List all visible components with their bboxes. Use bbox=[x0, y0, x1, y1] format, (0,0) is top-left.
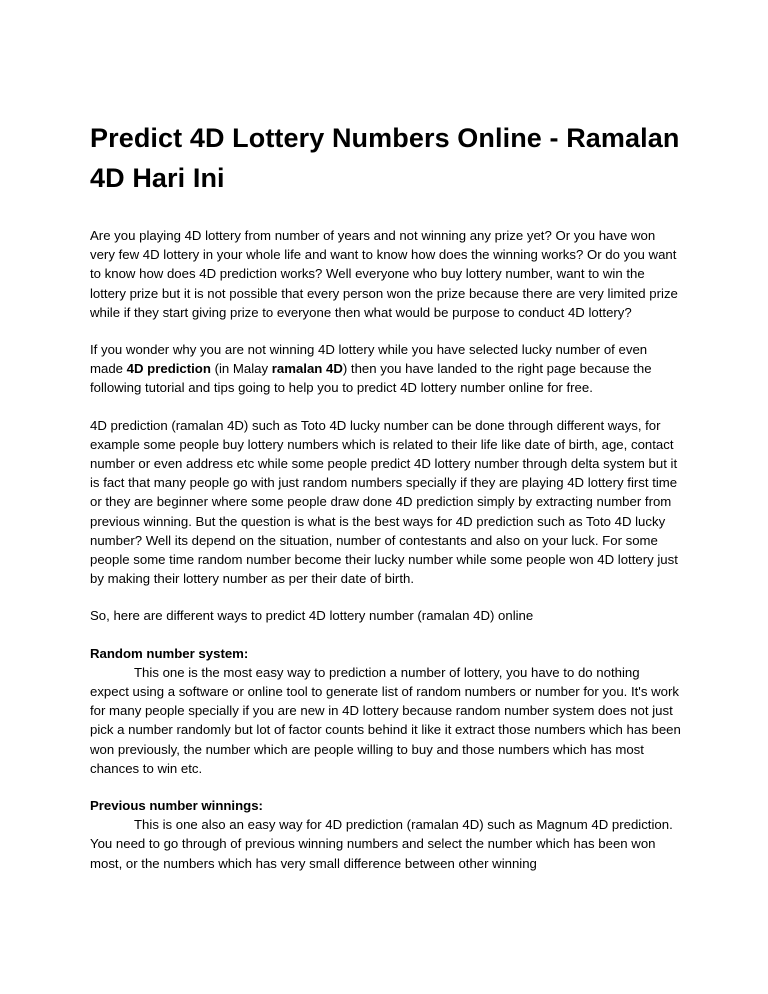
document-body bbox=[90, 118, 682, 891]
section-heading-previous: Previous number winnings: bbox=[90, 798, 263, 814]
paragraph-wonder bbox=[90, 340, 682, 398]
section-heading-random: Random number system: bbox=[90, 645, 249, 661]
paragraph-intro: Are you playing 4D lottery from number of years and not winning any prize yet? Or you have won very few 4D lottery in your whole life and want to know how does the winning works? Or do you want to know how does 4D prediction works? Well everyone who buy lottery number, want to win the lottery prize but it is not possible that every person won the prize because there are very limited prize while if they start giving prize to everyone then what would be purpose to conduct 4D lottery? bbox=[90, 228, 678, 320]
section-body-previous: This is one also an easy way for 4D prediction (ramalan 4D) such as Magnum 4D prediction. You need to go through of previous winning numbers and select the number which has been won most, or the numbers which has very small difference between other winning bbox=[90, 817, 673, 871]
paragraph-text: (in Malay bbox=[210, 361, 272, 377]
bold-term-ramalan-4d: ramalan 4D bbox=[271, 361, 343, 377]
bold-term-4d-prediction: 4D prediction bbox=[126, 361, 211, 377]
section-body-random: This one is the most easy way to prediction a number of lottery, you have to do nothing expect using a software or online tool to generate list of random numbers or number for you. It's work for many people specially if you are new in 4D lottery because random number system does not just pick a number randomly but lot of factor counts behind it like it extract those numbers which has been won previously, the number which are people willing to buy and those numbers which has most chances to win etc. bbox=[90, 664, 681, 776]
paragraph-text: If you wonder why you are not winning 4D lottery while you have selected lucky number of even made bbox=[90, 342, 648, 377]
paragraph-ways: 4D prediction (ramalan 4D) such as Toto 4D lucky number can be done through different ways, for example some people buy lottery numbers which is related to their life like date of birth, age, contact number or even address etc while some people predict 4D lottery number through delta system but it is fact that many people go with just random numbers specially if they are playing 4D lottery first time or they are beginner where some people draw done 4D prediction simply by extracting number from previous winning. But the question is what is the best ways for 4D prediction such as Toto 4D lucky number? Well its depend on the situation, number of contestants and also on your luck. For some people some time random number become their lucky number while some people won 4D lottery just by making their lottery number as per their date of birth. bbox=[90, 417, 678, 587]
page-title: Predict 4D Lottery Numbers Online - Ramalan 4D Hari Ini bbox=[90, 123, 680, 193]
paragraph-text: ) then you have landed to the right page because the following tutorial and tips going to help you to predict 4D lottery number online for free. bbox=[90, 361, 652, 396]
paragraph-list-intro: So, here are different ways to predict 4D lottery number (ramalan 4D) online bbox=[90, 608, 534, 624]
